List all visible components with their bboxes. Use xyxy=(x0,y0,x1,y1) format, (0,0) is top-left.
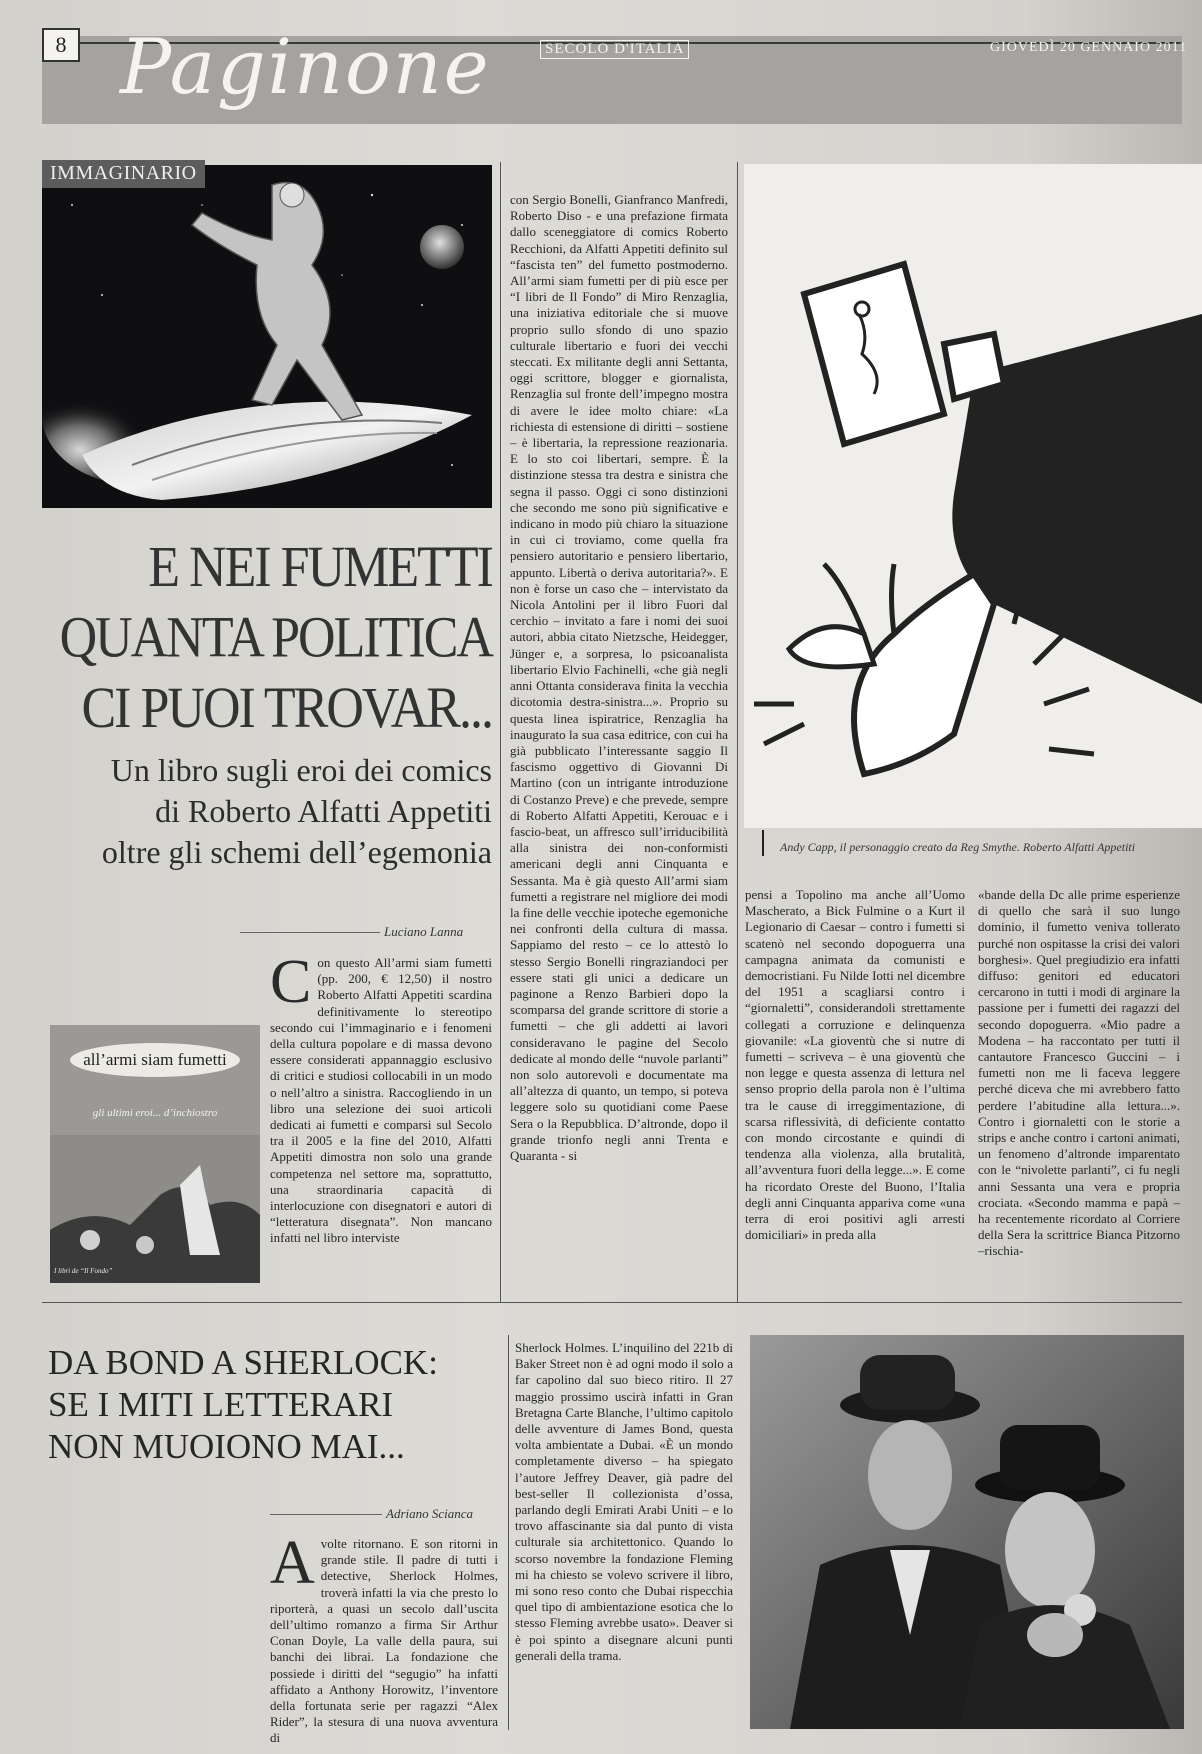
article-divider xyxy=(42,1302,1182,1303)
book-cover-art xyxy=(50,1135,260,1283)
column-text: «bande della Dc alle prime esperienze di quello che sarà il suo lungo dominio, il fumetto veniva tollerato purché non ospitasse la crisi dei valori borghesi». Quel pregiudizio era infatti diffuso: genitori ed educatori cercarono in tutti i modi di arginare la passione per i fumetti dei ragazzi del secondo dopoguerra. «Mio padre a Modena – ha raccontato per tutti il cantautore Francesco Guccini – i fumetti non me li faceva leggere perché diceva che mi avrebbero fatto perdere l’abitudine alla lettura...». Contro i giornaletti con le storie a strips e anche contro i cartoni animati, un fenomeno d’altronde imparentato con le “nivolette parlanti”, ci fu negli anni Sessanta una vera e propria crociata. «Secondo mamma e papà – ha recentemente ricordato al Corriere della Sera la scrittrice Bianca Pitzorno –rischia- xyxy=(978,887,1180,1259)
article-headline xyxy=(48,1342,488,1468)
byline-rule xyxy=(270,1514,382,1515)
article-author: Adriano Scianca xyxy=(386,1506,474,1521)
column-rule xyxy=(508,1335,509,1730)
column-rule xyxy=(500,162,501,1302)
article-column-4 xyxy=(978,887,1180,1287)
article-column-2 xyxy=(510,192,728,1284)
silver-surfer-illustration xyxy=(42,165,492,508)
column-text: on questo All’armi siam fumetti (pp. 200, € 12,50) il nostro Roberto Alfatti Appetiti scardina definitivamente lo stereotipo secondo cui l’immaginario e i fenomeni della cultura popolare e di massa devono essere considerati appannaggio esclusivo di critici e studiosi collocabili in un modo o nell’altro a sinistra. Raccogliendo in un libro una selezione dei suoi articoli dedicati ai fumetti e comparsi sul Secolo tra il 2005 e la fine del 2010, Alfatti Appetiti dimostra non solo una grande competenza nel settore ma, soprattutto, una straordinaria capacità di interlocuzione con disegnatori e autori di “letteratura disegnata”. Non mancano infatti nel libro interviste xyxy=(270,955,492,1246)
article-subheadline xyxy=(42,750,492,873)
headline-line: QUANTA POLITICA xyxy=(59,605,492,670)
article-column-3 xyxy=(745,887,965,1287)
book-series: I libri de “Il Fondo” xyxy=(54,1267,113,1275)
headline-line: CI PUOI TROVAR... xyxy=(81,676,492,741)
book-subtitle: gli ultimi eroi... d’inchiostro xyxy=(92,1107,218,1119)
sherlock-holmes-film-photo xyxy=(750,1335,1184,1729)
article-column-1 xyxy=(270,948,492,1285)
headline-line: NON MUOIONO MAI... xyxy=(48,1427,405,1466)
issue-date: GIOVEDÌ 20 GENNAIO 2011 xyxy=(990,40,1188,55)
caption-rule xyxy=(762,830,764,856)
andy-capp-illustration xyxy=(744,164,1202,828)
section-title: Paginone xyxy=(120,22,491,111)
column-text: volte ritornano. E son ritorni in grande stile. Il padre di tutti i detective, Sherlock Holmes, troverà infatti la via che presto lo riporterà, a quasi un secolo dall’uscita dell’ultimo romanzo a firma Sir Arthur Conan Doyle, La valle della paura, sui banchi dei librai. La fondazione che possiede i diritti del “segugio” ha infatti affidato a Anthony Horowitz, l’inventore della fortunata serie per ragazzi “Alex Rider”, la stesura di una nuova avventura di xyxy=(270,1536,498,1746)
subheadline-line: di Roberto Alfatti Appetiti xyxy=(155,793,492,829)
article-column-2 xyxy=(515,1340,733,1732)
page-number: 8 xyxy=(42,28,80,62)
dropcap: A xyxy=(270,1529,315,1597)
article-author: Luciano Lanna xyxy=(384,924,464,939)
dropcap: C xyxy=(270,948,312,1016)
headline-line: E NEI FUMETTI xyxy=(148,535,492,600)
subheadline-line: oltre gli schemi dell’egemonia xyxy=(101,834,492,870)
book-cover xyxy=(50,1025,260,1283)
column-text: pensi a Topolino ma anche all’Uomo Mascherato, a Bick Fulmine o a Kurt il Legionario di Caesar – contro i fumetti si scatenò nel secondo dopoguerra una campagna animata da comunisti e democristiani. Fu Nilde Iotti nel dicembre del 1951 a scagliarsi contro i “giornaletti”, considerandoli strettamente collegati a corruzione e delinquenza giovanile: «La gioventù che si nutre di fumetti – scriveva – è una gioventù che non legge e questa assenza di lettura nel senso proprio della parola non è l’ultima tra le cause di irreggimentazione, di scarsa riflessività, di deficiente contatto con mondo circostante e quindi di tendenza alla violenza, alla brutalità, all’avventura fuori della legge...». E come ha ricordato Oreste del Buono, l’Italia degli anni Cinquanta appariva come «una terra di eroi positivi agli arresti domiciliari» in preda alla xyxy=(745,887,965,1243)
column-rule xyxy=(737,162,738,1302)
column-text: con Sergio Bonelli, Gianfranco Manfredi, Roberto Diso - e una prefazione firmata dallo sceneggiatore di comics Roberto Recchioni, da Alfatti Appetiti definito sul “fascista ten” del fumetto postmoderno. All’armi siam fumetti per di più esce per “I libri de Il Fondo” di Miro Renzaglia, una iniziativa editoriale che si muove proprio sullo sfondo di uno spazio culturale libertario e fuori dei vecchi steccati. Ex militante degli anni Settanta, oggi scrittore, blogger e giornalista, Renzaglia sul fronte dell’impegno mostra di avere le idee molto chiare: «La richiesta di estensione di diritti – sostiene – è libertaria, la repressione reazionaria. E lo sto coi libertari, sempre. È la distinzione stessa tra destra e sinistra che segna il passo. Oggi ci sono distinzioni che secondo me sono più significative e indicano in modo più chiaro la situazione in cui ci troviamo, come quella fra pensiero autoritario e pensiero libertario, appunto. Libertà o deriva autoritaria?». E non è forse un caso che – intervistato da Nicola Antolini per il libro Fuori dal cerchio – invitato a fare i nomi dei suoi autori, abbia citato Nietzsche, Heidegger, Jünger e, a sorpresa, lo psicoanalista libertario Elvio Fachinelli, «che già negli anni Ottanta considerava finita la vecchia dicotomia destra-sinistra...». Proprio su questa linea ispiratrice, Renzaglia ha inaugurato la sua casa editrice, con cui ha già pubblicato l’interessante saggio Il fascismo oggettivo di Giovanni Di Martino (con un intrigante introduzione di Costanzo Preve) e che prevede, sempre di Roberto Alfatti Appetiti, Kerouac e i fascio-beat, un affresco sull’irriducibilità alla sinistra dei non-conformisti americani degli anni Cinquanta e Sessanta. Ma è già questo All’armi siam fumetti a registrare nel migliore dei modi la fine delle vecchie ipoteche egemoniche nei confronti della cultura di massa. Sappiamo del resto – ce lo attestò lo stesso Sergio Bonelli ringraziandoci per essere stati gli unici a dedicare un paginone a Renzo Barbieri dopo la scomparsa del grande scrittore di storie a fumetti – che gli addetti ai lavori consideravano le pagine del Secolo dedicate al mondo delle “nuvole parlanti” non solo autorevoli e documentate ma all’altezza di quanto, un tempo, si poteva leggere solo su quotidiani come Paese Sera o la Repubblica. D’altronde, dopo il grande trionfo negli anni Trenta e Quaranta - si xyxy=(510,192,728,1163)
byline-rule xyxy=(240,932,380,933)
subheadline-line: Un libro sugli eroi dei comics xyxy=(110,752,492,788)
illustration-caption: Andy Capp, il personaggio creato da Reg Smythe. Roberto Alfatti Appetiti xyxy=(780,840,1136,854)
column-text: Sherlock Holmes. L’inquilino del 221b di Baker Street non è ad ogni modo il solo a far capolino dal suo bieco ritiro. Il 27 maggio prossimo uscirà infatti in Gran Bretagna Carte Blanche, l’ultimo capitolo delle avventure di James Bond, questa volta ambientate a Dubai. «È un mondo completamente diverso – ha spiegato l’autore Jeffrey Deaver, già padre del best-seller Il collezionista d’ossa, parlando degli Emirati Arabi Uniti – e lo trovo affascinante sia dal punto di vista culturale sia architettonico. Quando lo scorso novembre la fondazione Fleming mi ha chiesto se volevo scrivere il libro, mi sono reso conto che Dubai rispecchia quel tipo di ambientazione esotica che lo stesso Fleming avrebbe usato». Deaver si è poi spinto a disegnare alcuni punti generali della trama. xyxy=(515,1340,733,1663)
book-title: all’armi siam fumetti xyxy=(70,1043,240,1077)
headline-line: DA BOND A SHERLOCK: xyxy=(48,1343,438,1382)
newspaper-name: SECOLO D'ITALIA xyxy=(540,40,689,59)
section-tag: IMMAGINARIO xyxy=(42,160,205,188)
article-headline xyxy=(42,532,492,744)
article-column-1 xyxy=(270,1529,498,1746)
headline-line: SE I MITI LETTERARI xyxy=(48,1385,394,1424)
